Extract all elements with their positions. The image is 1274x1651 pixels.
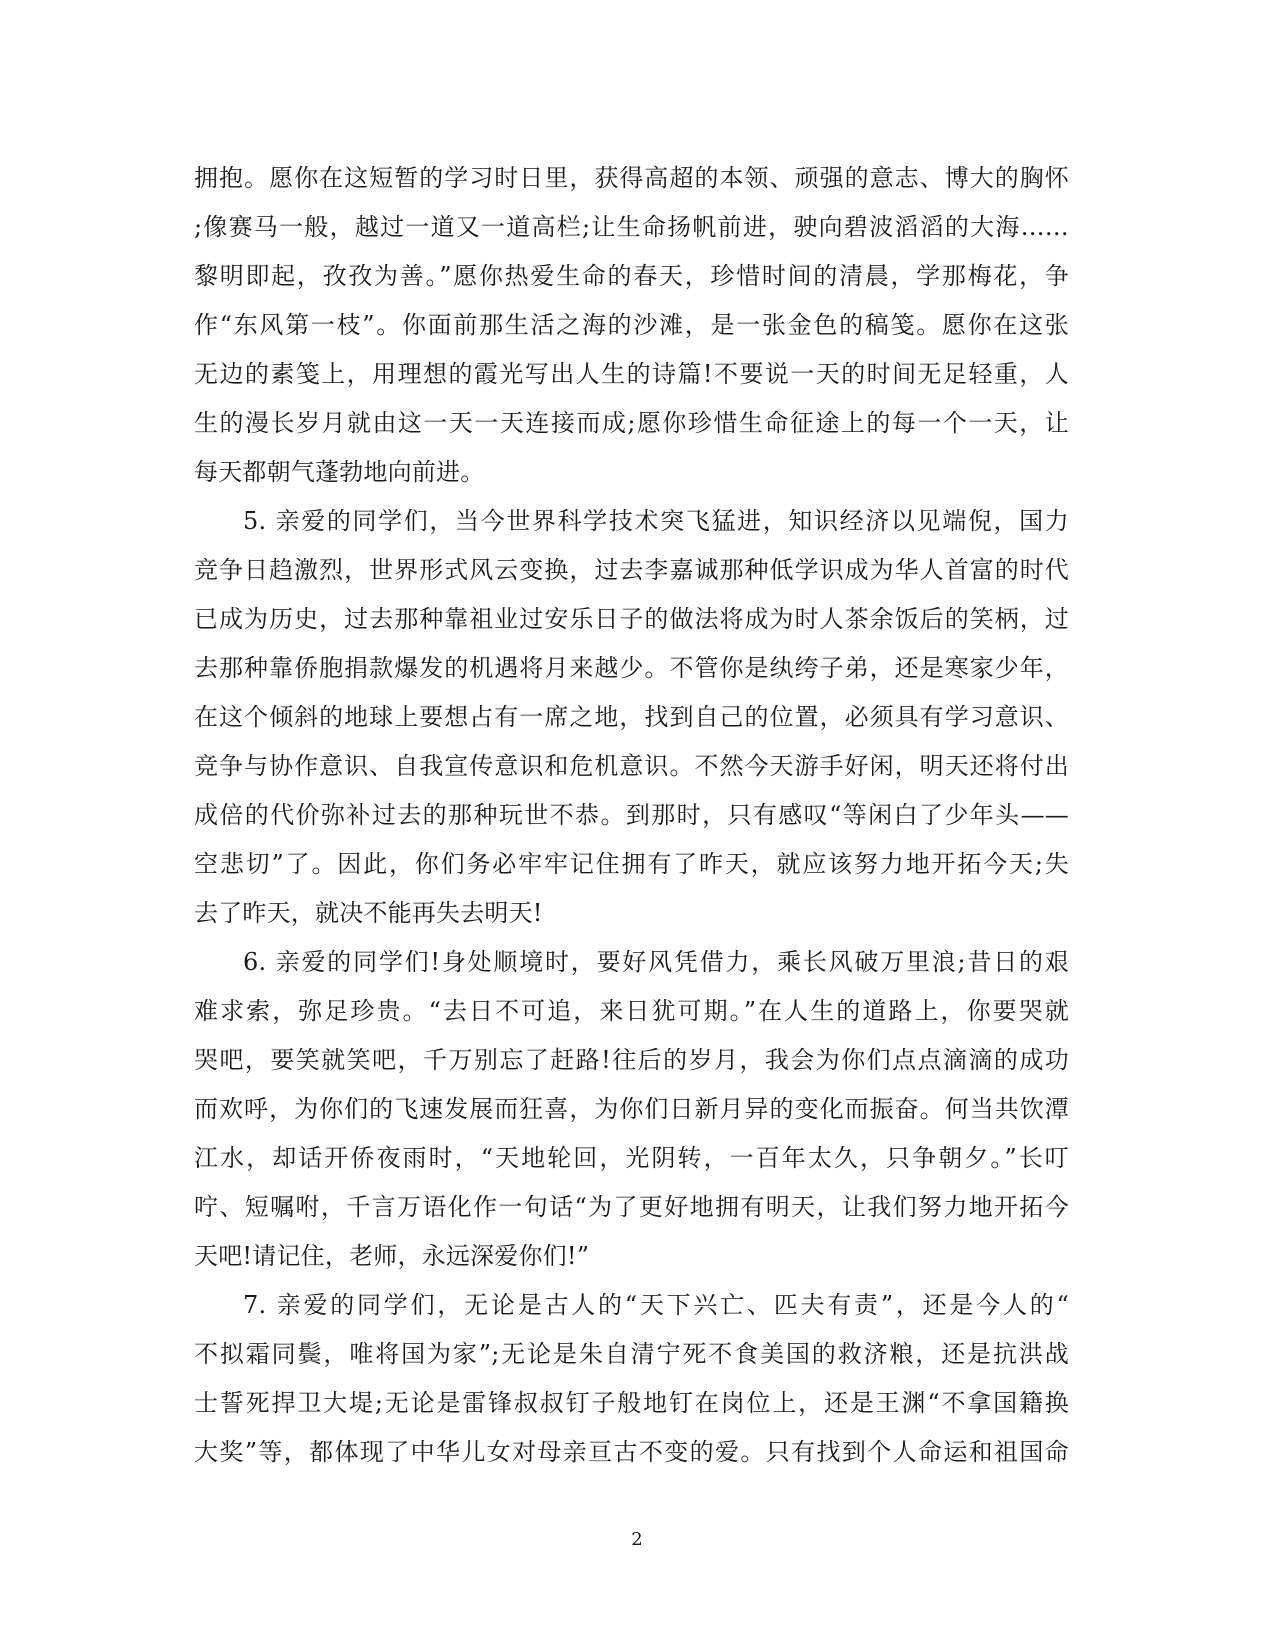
text-line: 江水，却话开侨夜雨时，“天地轮回，光阴转，一百年太久，只争朝夕。”长叮: [194, 1144, 1069, 1172]
text-line: 哭吧，要笑就笑吧，千万别忘了赶路!往后的岁月，我会为你们点点滴滴的成功: [194, 1046, 1069, 1074]
text-line: 不拟霜同鬓，唯将国为家”;无论是朱自清宁死不食美国的救济粮，还是抗洪战: [194, 1340, 1069, 1368]
text-line: 去了昨天，就决不能再失去明天!: [194, 899, 543, 927]
text-line: 而欢呼，为你们的飞速发展而狂喜，为你们日新月异的变化而振奋。何当共饮潭: [194, 1095, 1069, 1123]
text-line: 成倍的代价弥补过去的那种玩世不恭。到那时，只有感叹“等闲白了少年头——: [194, 801, 1069, 829]
text-line: 士誓死捍卫大堤;无论是雷锋叔叔钉子般地钉在岗位上，还是王渊“不拿国籍换: [194, 1389, 1069, 1417]
text-line: 每天都朝气蓬勃地向前进。: [194, 458, 485, 486]
body-text: [194, 154, 1069, 1477]
text-line: 去那种靠侨胞捐款爆发的机遇将月来越少。不管你是纨绔子弟，还是寒家少年，: [194, 654, 1069, 682]
paragraph-first-line: 5. 亲爱的同学们，当今世界科学技术突飞猛进，知识经济以见端倪，国力: [243, 507, 1069, 535]
text-line: 作“东风第一枝”。你面前那生活之海的沙滩，是一张金色的稿笺。愿你在这张: [194, 311, 1069, 339]
text-line: 无边的素笺上，用理想的霞光写出人生的诗篇!不要说一天的时间无足轻重，人: [194, 360, 1069, 388]
text-line: 天吧!请记住，老师，永远深爱你们!”: [194, 1242, 590, 1270]
text-line: ;像赛马一般，越过一道又一道高栏;让生命扬帆前进，驶向碧波滔滔的大海……: [194, 213, 1069, 241]
text-line: 空悲切”了。因此，你们务必牢牢记住拥有了昨天，就应该努力地开拓今天;失: [194, 850, 1069, 878]
text-line: 拥抱。愿你在这短暂的学习时日里，获得高超的本领、顽强的意志、博大的胸怀: [194, 164, 1069, 192]
text-line: 竞争与协作意识、自我宣传意识和危机意识。不然今天游手好闲，明天还将付出: [194, 752, 1069, 780]
text-line: 难求索，弥足珍贵。“去日不可追，来日犹可期。”在人生的道路上，你要哭就: [194, 997, 1069, 1025]
page-number: 2: [631, 1529, 643, 1550]
text-line: 生的漫长岁月就由这一天一天连接而成;愿你珍惜生命征途上的每一个一天，让: [194, 409, 1069, 437]
text-line: 咛、短嘱咐，千言万语化作一句话“为了更好地拥有明天，让我们努力地开拓今: [194, 1193, 1069, 1221]
paragraph-first-line: 7. 亲爱的同学们，无论是古人的“天下兴亡、匹夫有责”，还是今人的“: [243, 1291, 1069, 1319]
text-line: 已成为历史，过去那种靠祖业过安乐日子的做法将成为时人茶余饭后的笑柄，过: [194, 605, 1069, 633]
text-line: 竞争日趋激烈，世界形式风云变换，过去李嘉诚那种低学识成为华人首富的时代: [194, 556, 1069, 584]
text-line: 在这个倾斜的地球上要想占有一席之地，找到自己的位置，必须具有学习意识、: [194, 703, 1069, 731]
paragraph-first-line: 6. 亲爱的同学们!身处顺境时，要好风凭借力，乘长风破万里浪;昔日的艰: [243, 948, 1069, 976]
text-line: 大奖”等，都体现了中华儿女对母亲亘古不变的爱。只有找到个人命运和祖国命: [194, 1438, 1069, 1466]
text-line: 黎明即起，孜孜为善。”愿你热爱生命的春天，珍惜时间的清晨，学那梅花，争: [194, 262, 1069, 290]
